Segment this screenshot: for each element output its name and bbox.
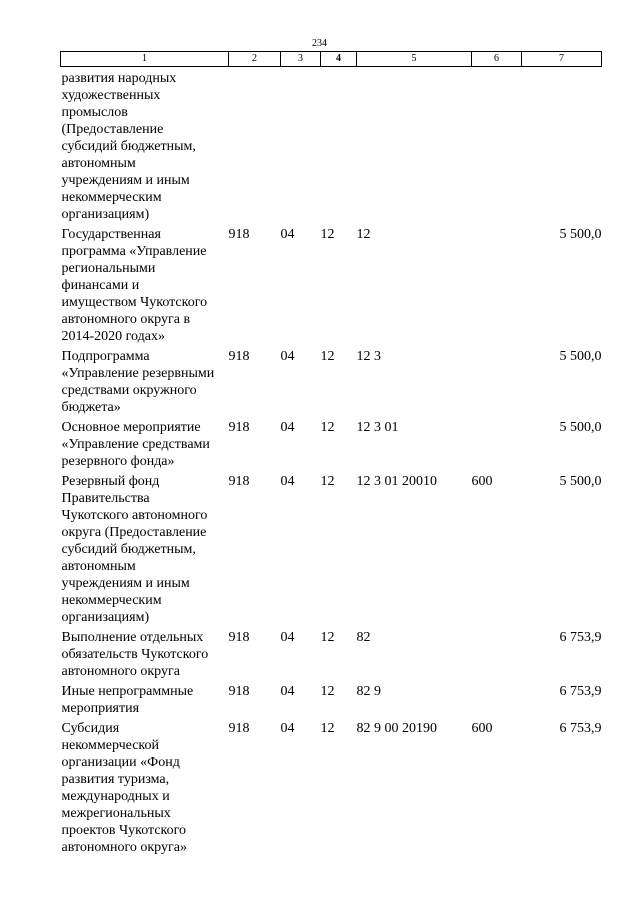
row-amount: 6 753,9 — [559, 684, 602, 699]
row-subsection-a: 04 — [280, 349, 295, 364]
row-target-code: 12 3 01 20010 — [356, 474, 437, 489]
row-target-code: 82 9 00 20190 — [356, 721, 437, 736]
row-section: 918 — [228, 684, 250, 699]
column-header-7: 7 — [522, 52, 602, 67]
table-row — [61, 416, 602, 470]
row-subsection-b — [321, 67, 357, 224]
row-amount — [522, 67, 602, 224]
row-amount: 5 500,0 — [559, 474, 602, 489]
row-subsection-b: 12 — [320, 684, 335, 699]
row-expense-type — [472, 416, 522, 470]
row-subsection-b: 12 — [320, 630, 335, 645]
row-amount: 6 753,9 — [559, 721, 602, 736]
row-name: Иные непрограммные мероприятия — [61, 684, 194, 716]
row-expense-type — [472, 345, 522, 416]
row-name: развития народных художественных промыслов (Предоставление субсидий бюджетным, автономным учреждениям и иным некоммерческим организациям) — [61, 71, 196, 222]
row-target-code: 12 — [356, 227, 371, 242]
row-section: 918 — [228, 721, 250, 736]
table-row — [61, 345, 602, 416]
table-body — [61, 67, 602, 857]
row-expense-type — [472, 67, 522, 224]
row-target-code: 12 3 01 — [356, 420, 399, 435]
row-section: 918 — [228, 349, 250, 364]
row-expense-type: 600 — [471, 721, 493, 736]
row-target-code: 82 9 — [356, 684, 381, 699]
row-name: Субсидия некоммерческой организации «Фонд развития туризма, международных и межрегиональных проектов Чукотского автономного округа» — [61, 721, 187, 855]
row-amount: 5 500,0 — [559, 420, 602, 435]
row-expense-type: 600 — [471, 474, 493, 489]
row-expense-type — [472, 626, 522, 680]
row-amount: 5 500,0 — [559, 227, 602, 242]
row-subsection-a: 04 — [280, 227, 295, 242]
row-subsection-a: 04 — [280, 721, 295, 736]
column-header-1: 1 — [61, 52, 229, 67]
row-expense-type — [472, 223, 522, 345]
table-row — [61, 223, 602, 345]
row-name: Резервный фонд Правительства Чукотского автономного округа (Предоставление субсидий бюджетным, автономным учреждениям и иным некоммерческим организациям) — [61, 474, 208, 625]
row-name: Выполнение отдельных обязательств Чукотского автономного округа — [61, 630, 209, 679]
row-subsection-b: 12 — [320, 721, 335, 736]
row-section: 918 — [228, 227, 250, 242]
table-row — [61, 67, 602, 224]
row-subsection-b: 12 — [320, 227, 335, 242]
table-row — [61, 470, 602, 626]
column-header-6: 6 — [472, 52, 522, 67]
column-header-5: 5 — [357, 52, 472, 67]
row-target-code: 12 3 — [356, 349, 381, 364]
column-header-4: 4 — [321, 52, 357, 67]
row-subsection-b: 12 — [320, 420, 335, 435]
row-section — [229, 67, 281, 224]
row-subsection-b: 12 — [320, 474, 335, 489]
row-section: 918 — [228, 474, 250, 489]
row-name: Государственная программа «Управление региональными финансами и имуществом Чукотского автономного округа в 2014-2020 годах» — [61, 227, 208, 344]
row-target-code — [357, 67, 472, 224]
row-name: Подпрограмма «Управление резервными средствами окружного бюджета» — [61, 349, 215, 415]
row-subsection-a — [281, 67, 321, 224]
row-expense-type — [472, 680, 522, 717]
table-row — [61, 680, 602, 717]
row-subsection-a: 04 — [280, 420, 295, 435]
row-subsection-a: 04 — [280, 684, 295, 699]
table-row — [61, 717, 602, 856]
row-target-code: 82 — [356, 630, 371, 645]
row-amount: 6 753,9 — [559, 630, 602, 645]
row-amount: 5 500,0 — [559, 349, 602, 364]
row-name: Основное мероприятие «Управление средствами резервного фонда» — [61, 420, 210, 469]
row-section: 918 — [228, 630, 250, 645]
table-row — [61, 626, 602, 680]
row-subsection-a: 04 — [280, 474, 295, 489]
budget-table — [60, 51, 602, 856]
column-header-2: 2 — [229, 52, 281, 67]
row-section: 918 — [228, 420, 250, 435]
column-number-header — [61, 52, 602, 67]
row-subsection-a: 04 — [280, 630, 295, 645]
page-number: 234 — [312, 38, 327, 49]
column-header-3: 3 — [281, 52, 321, 67]
row-subsection-b: 12 — [320, 349, 335, 364]
